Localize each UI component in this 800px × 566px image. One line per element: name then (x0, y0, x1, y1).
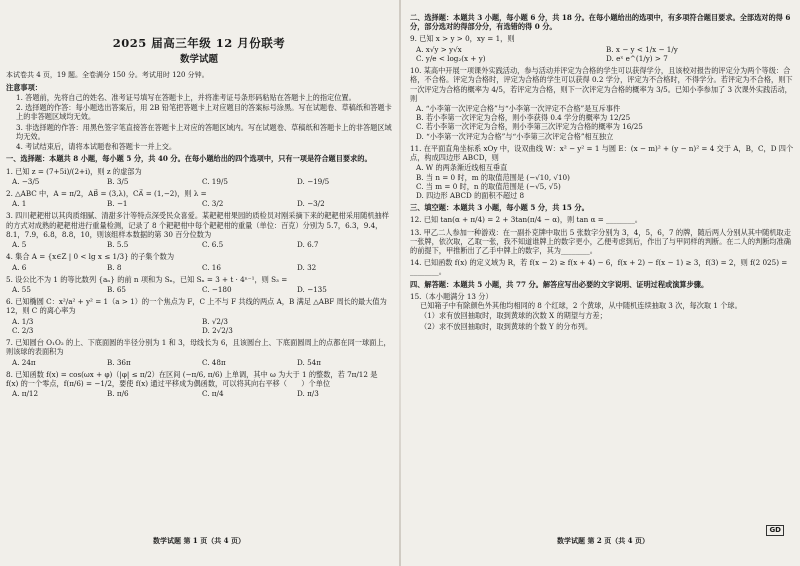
page-fold (399, 0, 401, 566)
option-b: B. 36π (107, 357, 131, 367)
question-options (12, 177, 392, 186)
question-4 (6, 252, 392, 271)
question-9 (410, 34, 796, 63)
question-stem: 5. 设公比不为 1 的等比数列 {aₙ} 的前 n 项和为 Sₙ，已知 Sₙ = 3 + t · 4ⁿ⁻¹，则 S₃ = (6, 274, 288, 284)
question-options (12, 317, 392, 335)
notice-title: 注意事项： (6, 82, 42, 92)
option-d: D. “小李第一次评定为合格”与“小李第三次评定合格”相互独立 (416, 131, 614, 141)
question-options (12, 199, 392, 208)
gd-badge: GD (766, 525, 784, 536)
question-12: 12. 已知 tan(α + π/4) = 2 + 3tan(π/4 − α)，则 tan α = ________。 (410, 215, 642, 225)
option-c: C. 48π (202, 357, 226, 367)
question-stem: 11. 在平面直角坐标系 xOy 中，设双曲线 W：x² − y² = 1 与圆 E：(x − m)² + (y − n)² = 4 交于 A，B，C，D 四个点，构成四边形 ABCD，则 (410, 143, 794, 163)
question-options (416, 104, 796, 141)
section-heading: 三、填空题：本题共 3 小题，每小题 5 分，共 15 分。 (410, 203, 589, 213)
option-d: D. eˣ e^(1/y) > 7 (606, 53, 668, 63)
option-d: D. 6.7 (297, 240, 319, 250)
question-15-stem: 已知箱子中有除颜色外其他均相同的 8 个红球，2 个黄球，从中随机连续抽取 3 次，每次取 1 个球。 (420, 301, 742, 311)
option-c: C. y/e < log₂(x + y) (416, 53, 486, 63)
question-stem: 2. △ABC 中，A = π/2，AB⃗ = (3,λ)，CA⃗ = (1,−2)，则 λ = (6, 189, 207, 199)
option-a: A. 1 (12, 199, 27, 209)
option-d: D. −3/2 (297, 199, 325, 209)
question-stem: 8. 已知函数 f(x) = cos(ωx + φ)（|φ| ≤ π/2）在区间 (−π/6, π/6) 上单调，其中 ω 为大于 1 的整数，若 7π/12 是 f(x) 的一个零点，f(π/6) = −1/2，要使 f(x) 通过平移成为偶函数，可以将其向右平移（ ）个单位 (6, 369, 378, 388)
question-3 (6, 211, 392, 249)
option-b: B. π/6 (107, 389, 129, 399)
question-8 (6, 370, 392, 399)
option-b: B. 5.5 (107, 240, 129, 250)
question-stem: 7. 已知圆台 O₁O₂ 的上、下底面圆的半径分别为 1 和 3，母线长为 6，且该圆台上、下底面圆周上的点都在同一球面上，则该球的表面积为 (6, 338, 391, 357)
option-a: A. x√y > y√x (416, 44, 462, 54)
option-c: C. −180 (202, 284, 232, 294)
question-stem: 10. 某高中开展一项课外实践活动，参与活动并评定为合格的学生可以获得学分，且该校对报告的评定分为两个等级：合格，不合格。评定为合格时，评定为合格的学生可以获得 0.2 学分，评定为不合格时，不得学分。若评定为不合格，则下一次评定为合格的概率为 4/5，若评定为合格，则下一次评定为合格的概率为 3/5。已知小李参加了 3 次课外实践活动，则 (410, 66, 793, 103)
section-heading: 一、选择题：本题共 8 小题，每小题 5 分，共 40 分。在每小题给出的四个选项中，只有一项是符合题目要求的。 (6, 154, 372, 164)
option-a: A. 24π (12, 357, 36, 367)
option-d: D. −19/5 (297, 176, 330, 186)
option-d: D. 2√2/3 (202, 325, 233, 335)
question-stem: 4. 集合 A = {x∈Z | 0 < lg x ≤ 1/3} 的子集个数为 (6, 252, 175, 262)
question-7 (6, 338, 392, 367)
option-c: C. 当 m = 0 时，n 的取值范围是 (−√5, √5) (416, 181, 561, 191)
option-b: B. 若小李第一次评定为合格，则小李获得 0.4 学分的概率为 12/25 (416, 113, 631, 123)
question-options (416, 45, 796, 63)
notice-item: 3. 非选择题的作答：用黑色签字笔直接答在答题卡上对应的答题区域内。写在试题卷、草稿纸和答题卡上的非答题区域均无效。 (16, 122, 392, 141)
question-5 (6, 275, 392, 294)
page-footer: 数学试题 第 1 页（共 4 页） (153, 536, 245, 546)
option-a: A. −3/5 (12, 176, 40, 186)
option-b: B. 3/5 (107, 176, 129, 186)
option-a: A. 6 (12, 262, 27, 272)
option-a: A. W 的两条渐近线相互垂直 (416, 163, 508, 173)
notice-item: 4. 考试结束后，请将本试题卷和答题卡一并上交。 (16, 142, 177, 152)
page-1 (6, 10, 392, 550)
option-b: B. x − y < 1/x − 1/y (606, 44, 678, 54)
question-1 (6, 167, 392, 186)
option-c: C. π/4 (202, 389, 224, 399)
question-options (416, 163, 796, 200)
question-11 (410, 144, 796, 200)
option-b: B. −1 (107, 199, 128, 209)
option-b: B. 65 (107, 284, 126, 294)
option-c: C. 19/5 (202, 176, 228, 186)
option-a: A. 1/3 (12, 316, 34, 326)
option-d: D. π/3 (297, 389, 319, 399)
question-stem: 1. 已知 z = (7+5i)/(2+i)，则 z 的虚部为 (6, 166, 142, 176)
option-d: D. −135 (297, 284, 327, 294)
exam-subject: 数学试题 (179, 53, 218, 65)
question-stem: 3. 四川耙耙柑以其肉质细腻、清甜多汁等特点深受民众喜爱。某耙耙柑果园的质检员对刚采摘下来的耙耙柑采用随机抽样的方式对成熟的耙耙柑进行重量检测，记录了 8 个耙耙柑中每个耙耙柑的重量（单位：百克）分别为 5.7，6.3，9.4，8.1，7.9，6.8，8.8，10，则该组样本数据的第 30 百分位数为 (6, 211, 389, 239)
question-15-title: 15.（本小题满分 13 分） (410, 291, 493, 301)
question-options (12, 240, 392, 249)
option-b: B. 当 n = 0 时，m 的取值范围是 (−√10, √10) (416, 172, 570, 182)
option-a: A. 5 (12, 240, 27, 250)
question-15-part: （1）求有放回抽取时，取到黄球的次数 X 的期望与方差； (420, 311, 607, 321)
question-options (12, 285, 392, 294)
option-b: B. 8 (107, 262, 122, 272)
section-heading: 二、选择题：本题共 3 小题，每小题 6 分，共 18 分。在每小题给出的选项中，有多项符合题目要求。全部选对的得 6 分，部分选对的得部分分，有选错的得 0 分。 (410, 13, 791, 32)
option-d: D. 四边形 ABCD 的面积不超过 8 (416, 190, 525, 200)
option-c: C. 16 (202, 262, 221, 272)
question-13: 13. 甲乙二人参加一种游戏：在一副扑克牌中取出 5 张数字分别为 3，4，5，6，7 的牌，随后两人分别从其中随机取走一张牌，依次取，乙取一张，我不知道谁牌上的数字更小，乙便考虑到后，作出了与甲同样的判断。在二人的判断均准确的前提下，甲推断出了乙手中牌上的数字，其为________。 (410, 227, 791, 256)
option-c: C. 若小李第一次评定为合格，则小李第三次评定为合格的概率为 16/25 (416, 122, 643, 132)
notice-item: 2. 选择题的作答：每小题选出答案后，用 2B 铅笔把答题卡上对应题目的答案标号涂黑。写在试题卷、草稿纸和答题卡上的非答题区域均无效。 (16, 103, 392, 122)
option-a: A. “小李第一次评定合格”与“小李第一次评定不合格”是互斥事件 (416, 103, 621, 113)
question-10 (410, 66, 796, 141)
exam-meta: 本试卷共 4 页，19 题。全卷满分 150 分。考试用时 120 分钟。 (6, 70, 209, 79)
question-6 (6, 297, 392, 335)
question-15-part: （2）求不放回抽取时，取到黄球的个数 Y 的分布列。 (420, 321, 593, 331)
option-c: C. 3/2 (202, 199, 224, 209)
option-b: B. √2/3 (202, 316, 228, 326)
question-stem: 9. 已知 x > y > 0，xy = 1，则 (410, 34, 515, 44)
question-14: 14. 已知函数 f(x) 的定义域为 R，若 f(x − 2) ≥ f(x + 4) − 6，f(x + 2) − f(x − 1) ≥ 3，f(3) = 2，则 f(2 025) = ________。 (410, 258, 788, 277)
section-heading: 四、解答题：本题共 5 小题，共 77 分。解答应写出必要的文字说明、证明过程或演算步骤。 (410, 279, 709, 289)
option-d: D. 32 (297, 262, 317, 272)
option-c: C. 2/3 (12, 325, 34, 335)
page-footer: 数学试题 第 2 页（共 4 页） (557, 536, 649, 546)
page-2 (410, 10, 796, 550)
option-a: A. 55 (12, 284, 31, 294)
question-options (12, 358, 392, 367)
question-stem: 6. 已知椭圆 C：x²/a² + y² = 1（a > 1）的一个焦点为 F，C 上不与 F 共线的两点 A，B 满足 △ABF 周长的最大值为 12，则 C 的离心率为 (6, 297, 387, 316)
question-options (12, 263, 392, 272)
question-options (12, 389, 392, 398)
option-a: A. π/12 (12, 389, 39, 399)
exam-title: 2025 届高三年级 12 月份联考 (112, 36, 286, 50)
option-c: C. 6.5 (202, 240, 224, 250)
option-d: D. 54π (297, 357, 321, 367)
question-2 (6, 189, 392, 208)
notice-item: 1. 答题前，先将自己的姓名、准考证号填写在答题卡上，并将准考证号条形码粘贴在答题卡上的指定位置。 (16, 93, 356, 103)
